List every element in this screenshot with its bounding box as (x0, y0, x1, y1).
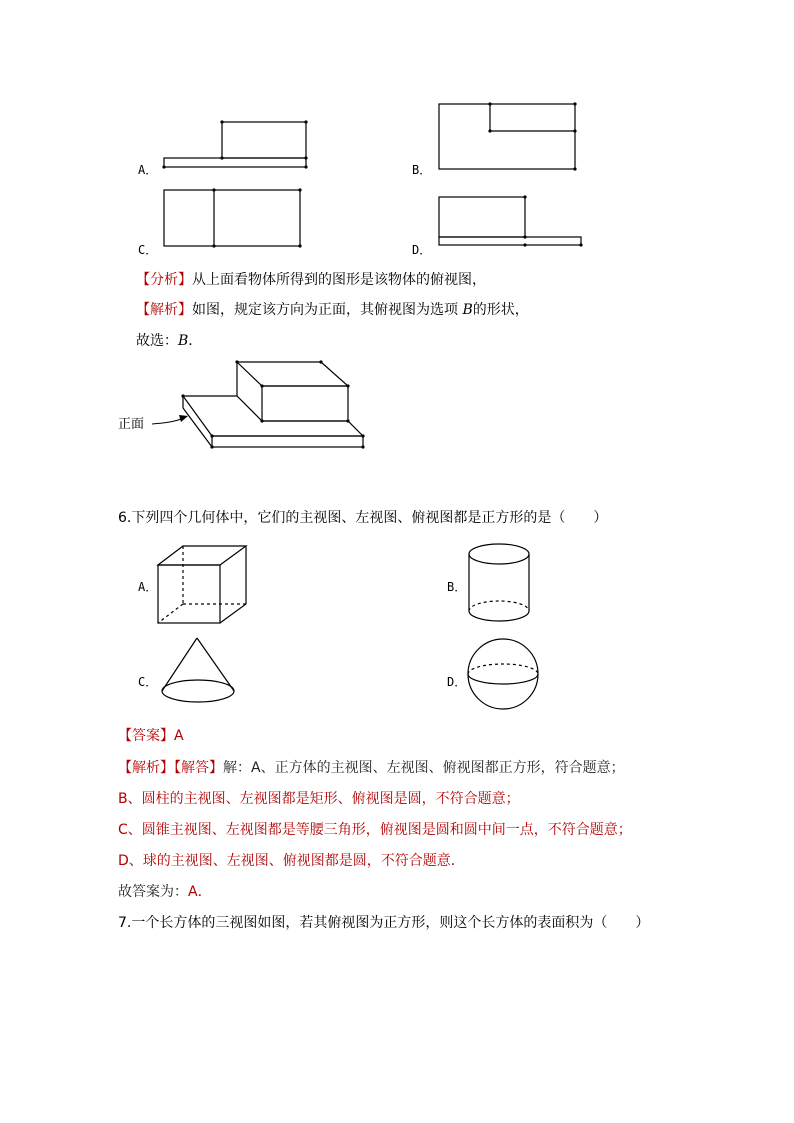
solution-text-2: 的形状， (472, 302, 529, 318)
q5-option-a-figure (160, 118, 312, 172)
analysis-text: 从上面看物体所得到的图形是该物体的俯视图， (192, 272, 486, 288)
option-b-label: B． (412, 163, 432, 177)
explain-tag: 【解析】【解答】 (118, 760, 223, 776)
q6-explain-d: D、球的主视图、左视图、俯视图都是圆，不符合题意． (118, 853, 465, 869)
final-label: 故答案为： (118, 884, 188, 900)
final-value: A． (188, 884, 212, 900)
q6-question: 6.下列四个几何体中，它们的主视图、左视图、俯视图都是正方形的是（ ） (118, 510, 608, 526)
q6-option-d-label: D． (447, 675, 467, 689)
solution-text-1: 如图，规定该方向为正面，其俯视图为选项 (192, 302, 463, 318)
q6-option-b-label: B． (447, 580, 467, 594)
solution-option: B (462, 302, 473, 318)
q6-option-c-label: C． (138, 675, 158, 689)
choose-label: 故选： (136, 333, 178, 349)
q6-final (118, 883, 212, 901)
choose-end: ． (188, 333, 203, 349)
q5-solid-figure (150, 356, 375, 456)
option-d-label: D． (412, 243, 432, 257)
q6-option-a-label: A． (138, 580, 158, 594)
solution-tag: 【解析】 (136, 302, 192, 318)
cube-figure (155, 543, 251, 627)
front-label: 正面 (118, 417, 145, 432)
q5-solution (136, 301, 529, 319)
analysis-tag: 【分析】 (136, 272, 192, 288)
cylinder-figure (466, 541, 532, 627)
q6-answer (118, 727, 184, 745)
q5-analysis (136, 271, 486, 289)
option-a-label: A． (138, 163, 158, 177)
q6-explain-a (118, 759, 625, 777)
choose-value: B (178, 333, 189, 349)
q5-option-b-figure (436, 101, 580, 173)
q5-choose (136, 332, 202, 350)
q5-option-c-figure (160, 186, 304, 250)
q6-explain-c: C、圆锥主视图、左视图都是等腰三角形，俯视图是圆和圆中间一点，不符合题意； (118, 822, 632, 838)
q6-explain-b: B、圆柱的主视图、左视图都是矩形、俯视图是圆，不符合题意； (118, 791, 520, 807)
cone-figure (158, 635, 238, 707)
answer-tag: 【答案】 (118, 728, 174, 744)
option-c-label: C． (138, 243, 158, 257)
explain-a-text: 解：A、正方体的主视图、左视图、俯视图都正方形，符合题意； (223, 760, 625, 776)
q5-option-d-figure (436, 193, 586, 249)
sphere-figure (465, 636, 543, 714)
q7-question: 7.一个长方体的三视图如图，若其俯视图为正方形，则这个长方体的表面积为（ ） (118, 915, 650, 931)
answer-value: A (174, 728, 184, 744)
